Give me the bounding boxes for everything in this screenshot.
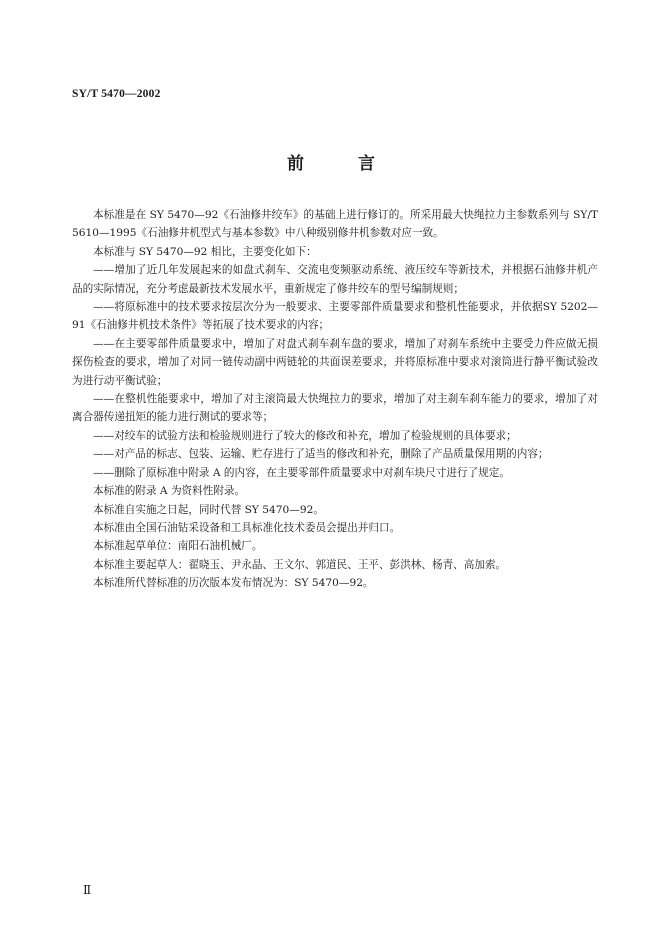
paragraph: ——删除了原标准中附录 A 的内容，在主要零部件质量要求中对刹车块尺寸进行了规定。 [93,466,510,479]
paragraph: 本标准与 SY 5470—92 相比，主要变化如下： [93,245,317,258]
paragraph: ——在主要零部件质量要求中，增加了对盘式刹车刹车盘的要求，增加了对刹车系统中主要受力件应做无损探伤检查的要求，增加了对同一链传动副中两链轮的共面误差要求，并将原标准中要求对滚筒进行静平衡试验改为进行动平衡试验； [72,337,598,387]
page-number: Ⅱ [83,883,92,897]
paragraph: ——对产品的标志、包装、运输、贮存进行了适当的修改和补充，删除了产品质量保用期的内容； [93,448,549,461]
paragraph: ——对绞车的试验方法和检验规则进行了较大的修改和补充，增加了检验规则的具体要求； [93,429,517,442]
paragraph: 本标准所代替标准的历次版本发布情况为：SY 5470—92。 [93,577,374,590]
paragraph: ——将原标准中的技术要求按层次分为一般要求、主要零部件质量要求和整机性能要求，并依据SY 5202—91《石油修井机技术条件》等拓展了技术要求的内容； [72,301,598,332]
title-char-1: 前 [287,154,304,174]
paragraph: 本标准由全国石油钻采设备和工具标准化技术委员会提出并归口。 [93,521,401,534]
paragraph: ——增加了近几年发展起来的如盘式刹车、交流电变频驱动系统、液压绞车等新技术，并根据石油修井机产品的实际情况，充分考虑最新技术发展水平，重新规定了修井绞车的型号编制规则； [72,264,598,295]
paragraph: 本标准是在 SY 5470—92《石油修井绞车》的基础上进行修订的。所采用最大快绳拉力主参数系列与 SY/T 5610—1995《石油修井机型式与基本参数》中八种级别修井机参数对应一致。 [72,209,598,240]
standard-code: SY/T 5470—2002 [72,88,161,100]
foreword-body [72,206,598,593]
paragraph: ——在整机性能要求中，增加了对主滚筒最大快绳拉力的要求，增加了对主刹车刹车能力的要求，增加了对离合器传递扭矩的能力进行测试的要求等； [72,393,598,424]
title-char-2: 言 [358,154,375,174]
paragraph: 本标准起草单位：南阳石油机械厂。 [93,540,263,553]
paragraph: 本标准主要起草人：翟晓玉、尹永晶、王文尔、郭道民、王平、彭洪林、杨青、高加索。 [93,558,507,571]
paragraph: 本标准自实施之日起，同时代替 SY 5470—92。 [93,503,324,516]
page-title [0,149,662,174]
paragraph: 本标准的附录 A 为资料性附录。 [93,485,246,498]
